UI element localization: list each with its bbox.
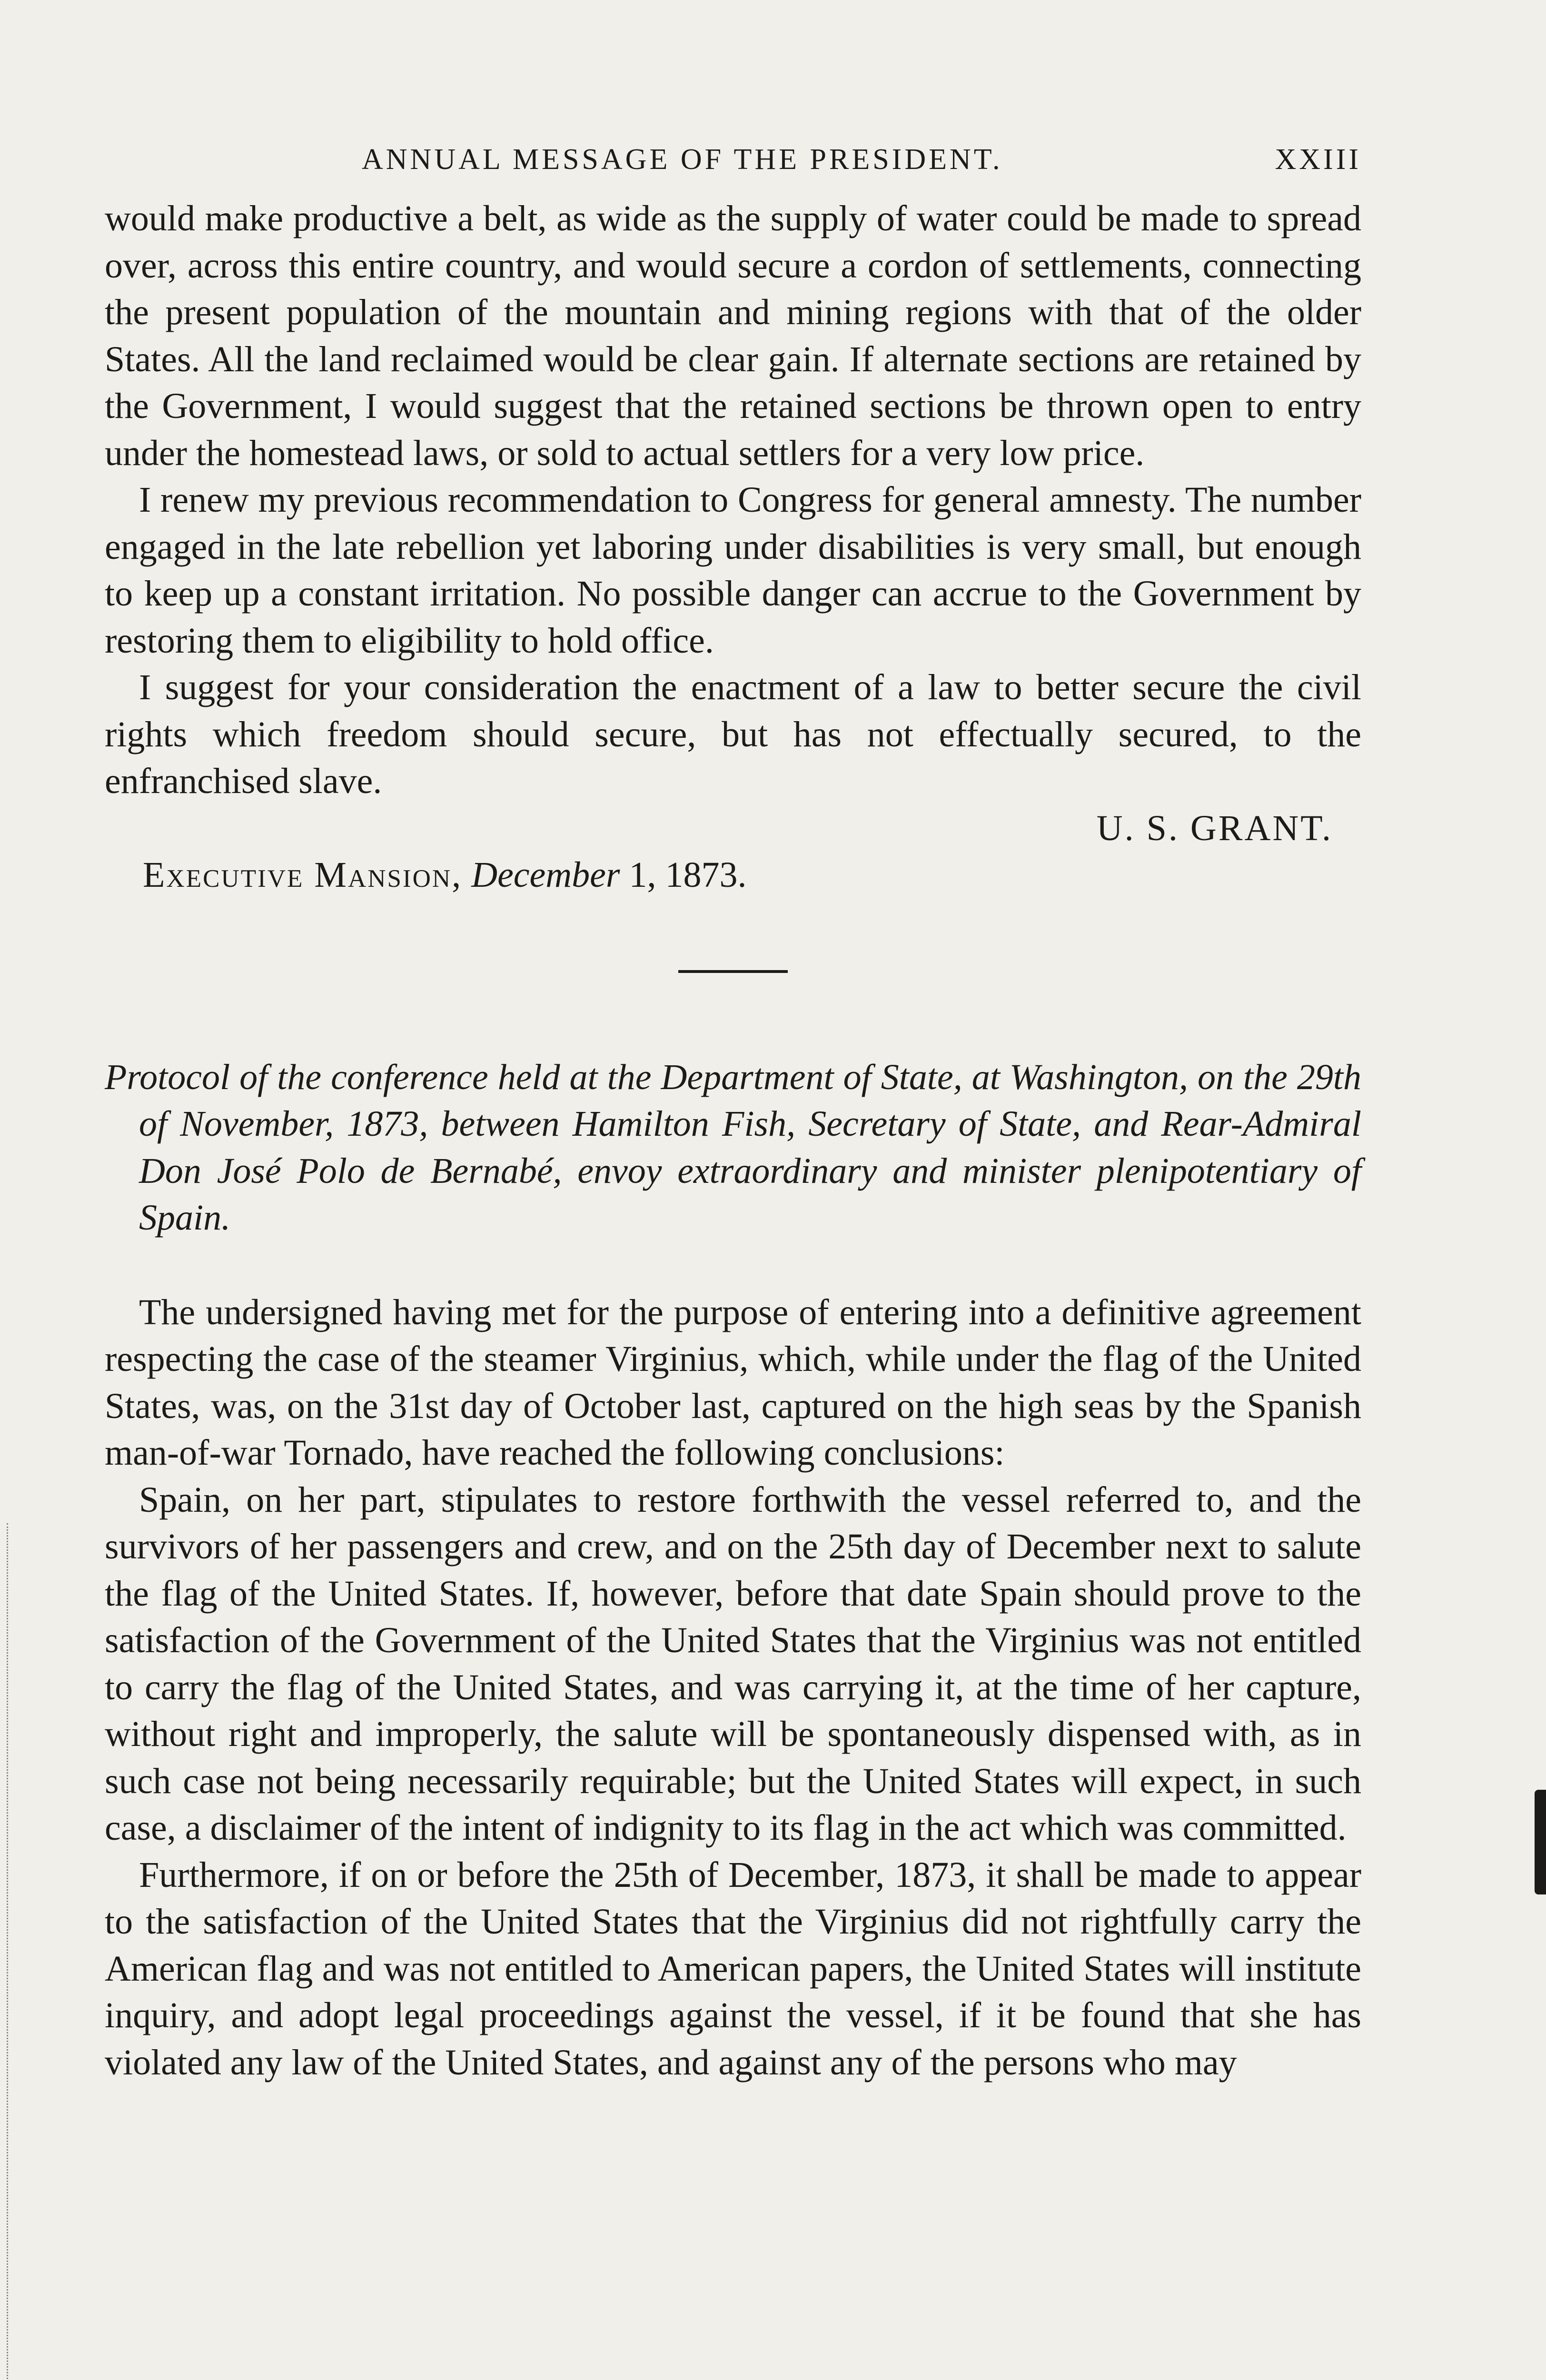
- message-paragraph: I renew my previous recommendation to Congress for general amnesty. The number engaged in the late rebellion yet laboring under disabilities is very small, but enough to keep up a constant irritation. No possible danger can accrue to the Government by restoring them to eligibility to hold office.: [105, 480, 1361, 661]
- signature: U. S. GRANT.: [1096, 808, 1333, 848]
- page-gutter-edge: [0, 1523, 8, 2380]
- page-edge-mark: [1535, 1790, 1546, 1894]
- running-title: ANNUAL MESSAGE OF THE PRESIDENT.: [362, 143, 1003, 176]
- page-header: [105, 138, 1361, 195]
- dateline-month: December: [471, 855, 620, 895]
- page-number: XXIII: [1275, 143, 1361, 176]
- protocol-paragraph: Furthermore, if on or before the 25th of December, 1873, it shall be made to appear to the satisfaction of the United States that the Virginius did not rightfully carry the American flag and was not entitled to American papers, the United States will institute inquiry, and adopt legal proceedings against the vessel, if it be found that she has violated any law of the United States, and against any of the persons who may: [105, 1854, 1361, 2082]
- protocol-heading: Protocol of the conference held at the Department of State, at Washington, on the 29th of November, 1873, between Hamilton Fish, Secretary of State, and Rear-Admiral Don José Polo de Bernabé, envoy extraordinary and minister plenipotentiary of Spain.: [105, 1057, 1361, 1238]
- message-paragraph: would make productive a belt, as wide as the supply of water could be made to spread over, across this entire country, and would secure a cordon of settlements, connecting the present population of the mountain and mining regions with that of the older States. All the land reclaimed would be clear gain. If alternate sections are retained by the Government, I would suggest that the retained sections be thrown open to entry under the homestead laws, or sold to actual settlers for a very low price.: [105, 198, 1361, 473]
- protocol-paragraph: Spain, on her part, stipulates to restore forthwith the vessel referred to, and the survivors of her passengers and crew, and on the 25th day of December next to salute the flag of the United States. If, however, before that date Spain should prove to the satisfaction of the Government of the United States that the Virginius was not entitled to carry the flag of the United States, and was carrying it, at the time of her capture, without right and improperly, the salute will be spontaneously dispensed with, as in such case not being necessarily requirable; but the United States will expect, in such case, a disclaimer of the intent of indignity to its flag in the act which was committed.: [105, 1479, 1361, 1848]
- dateline: [105, 852, 1361, 899]
- section-divider: [678, 970, 788, 973]
- dateline-day-year: 1, 1873.: [620, 855, 747, 895]
- document-page: [105, 138, 1361, 2086]
- dateline-place: Executive Mansion,: [143, 855, 463, 895]
- protocol-body: [105, 1289, 1361, 2086]
- message-paragraph: I suggest for your consideration the enactment of a law to better secure the civil rights which freedom should secure, but has not effectually secured, to the enfranchised slave.: [105, 667, 1361, 801]
- protocol-paragraph: The undersigned having met for the purpose of entering into a definitive agreement respecting the case of the steamer Virginius, which, while under the flag of the United States, was, on the 31st day of October last, captured on the high seas by the Spanish man-of-war Tornado, have reached the following conclusions:: [105, 1292, 1361, 1473]
- message-body: [105, 195, 1361, 899]
